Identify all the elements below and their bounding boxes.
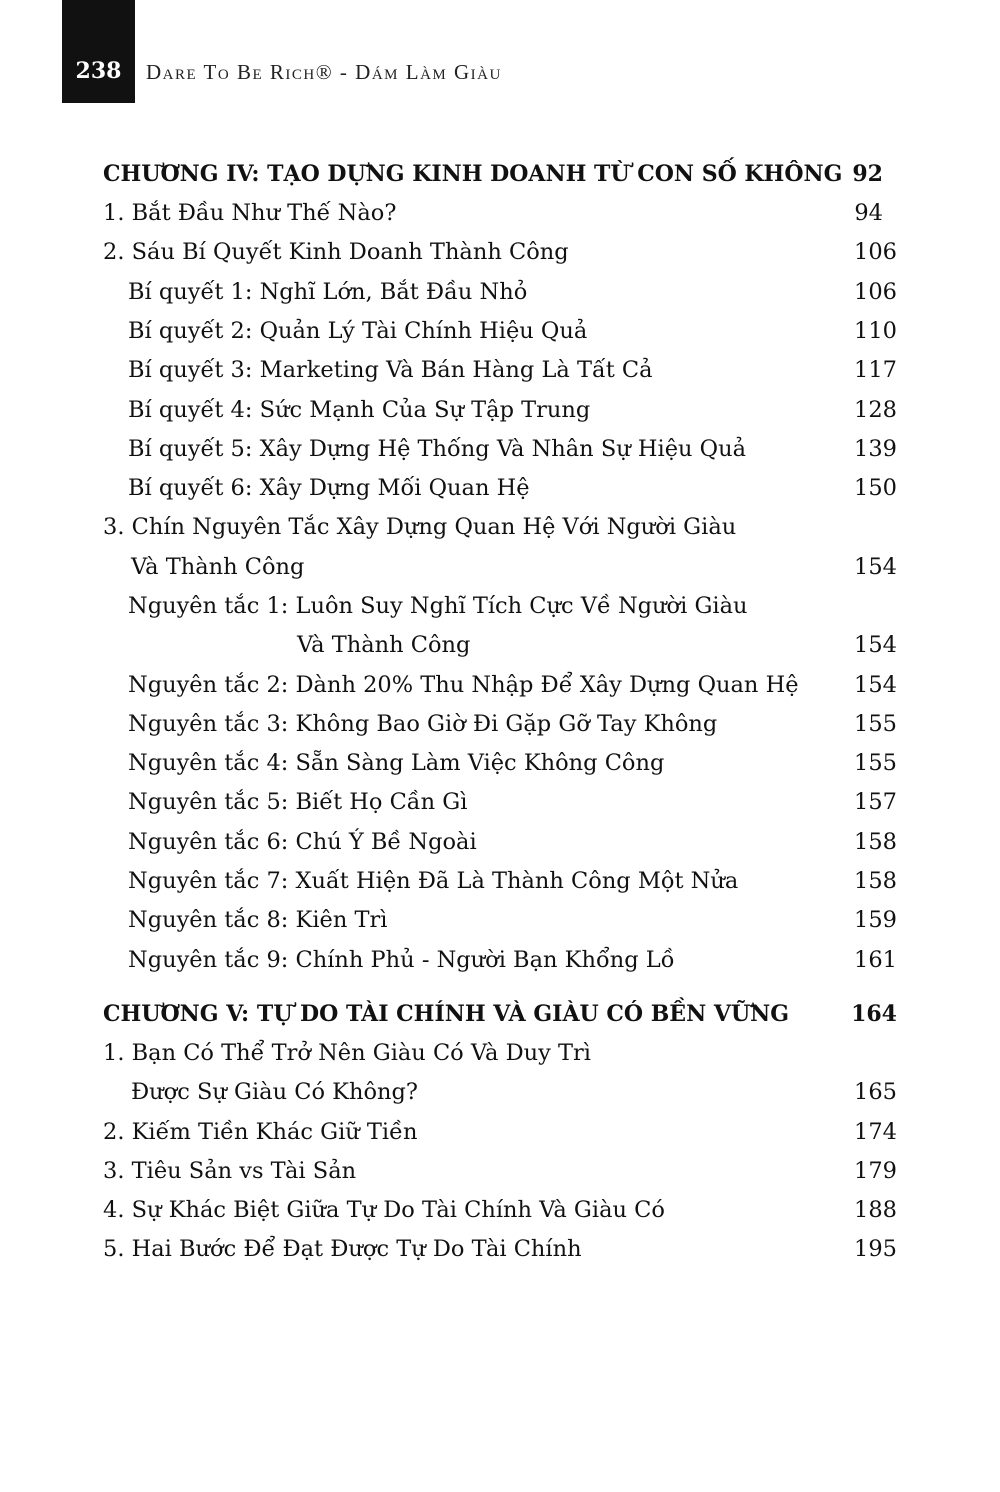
page-number-box: [62, 0, 135, 103]
toc-entry-page: 159: [854, 907, 897, 933]
toc-entry-page: 195: [854, 1236, 897, 1262]
toc-entry: [0, 901, 1000, 940]
toc-entry: [0, 312, 1000, 351]
toc-entry-page: 165: [854, 1079, 897, 1105]
toc-entry-page: 158: [854, 829, 897, 855]
toc-chapter-heading: [0, 155, 1000, 194]
toc-entry-title: Nguyên tắc 5: Biết Họ Cần Gì: [128, 789, 468, 815]
page-number: 238: [75, 58, 122, 84]
toc-entry-page: 174: [854, 1119, 897, 1145]
toc-entry: [0, 705, 1000, 744]
toc-entry-title: Bí quyết 3: Marketing Và Bán Hàng Là Tất Cả: [128, 357, 653, 383]
toc-entry: [0, 587, 1000, 626]
toc-entry-title: 2. Kiếm Tiền Khác Giữ Tiền: [103, 1119, 418, 1145]
toc-entry: [0, 233, 1000, 272]
toc-entry-title: 1. Bắt Đầu Như Thế Nào?: [103, 200, 397, 226]
toc-entry-page: 155: [854, 750, 897, 776]
toc-entry-page: 161: [854, 947, 897, 973]
toc-entry-title: Nguyên tắc 2: Dành 20% Thu Nhập Để Xây Dựng Quan Hệ: [128, 672, 799, 698]
toc-entry: [0, 1191, 1000, 1230]
toc-entry-title: Nguyên tắc 1: Luôn Suy Nghĩ Tích Cực Về Người Giàu: [128, 593, 748, 619]
toc-entry-page: 92: [852, 161, 883, 187]
toc-entry-page: 106: [854, 279, 897, 305]
toc-entry-title: CHƯƠNG IV: TẠO DỰNG KINH DOANH TỪ CON SỐ KHÔNG: [103, 161, 843, 187]
toc-entry-page: 150: [854, 475, 897, 501]
toc-entry-title: 3. Chín Nguyên Tắc Xây Dựng Quan Hệ Với Người Giàu: [103, 514, 737, 540]
toc-entry-title: 5. Hai Bước Để Đạt Được Tự Do Tài Chính: [103, 1236, 582, 1262]
toc-entry-title: Nguyên tắc 4: Sẵn Sàng Làm Việc Không Công: [128, 750, 665, 776]
toc-entry: [0, 1034, 1000, 1073]
toc-entry: [0, 783, 1000, 822]
page-header: [0, 0, 1000, 105]
toc-entry-title: Bí quyết 2: Quản Lý Tài Chính Hiệu Quả: [128, 318, 588, 344]
toc-entry: [0, 273, 1000, 312]
toc-entry-title: Được Sự Giàu Có Không?: [131, 1079, 418, 1105]
toc-entry-page: 94: [854, 200, 883, 226]
toc-entry-page: 139: [854, 436, 897, 462]
toc-entry-title: Và Thành Công: [297, 632, 471, 658]
toc-entry-page: 188: [854, 1197, 897, 1223]
toc-entry: [0, 508, 1000, 547]
toc-entry: [0, 391, 1000, 430]
toc-entry: [0, 626, 1000, 665]
toc-entry-title: 1. Bạn Có Thể Trở Nên Giàu Có Và Duy Trì: [103, 1040, 591, 1066]
toc-entry-title: Và Thành Công: [131, 554, 305, 580]
toc-entry-title: Bí quyết 6: Xây Dựng Mối Quan Hệ: [128, 475, 530, 501]
toc-entry-page: 158: [854, 868, 897, 894]
toc-entry: [0, 1113, 1000, 1152]
toc-entry-page: 154: [854, 672, 897, 698]
toc-entry-title: Bí quyết 1: Nghĩ Lớn, Bắt Đầu Nhỏ: [128, 279, 528, 305]
toc-entry-page: 106: [854, 239, 897, 265]
toc-entry-title: Nguyên tắc 6: Chú Ý Bề Ngoài: [128, 829, 477, 855]
toc-entry: [0, 823, 1000, 862]
toc-entry: [0, 430, 1000, 469]
toc-entry-page: 164: [851, 1001, 897, 1027]
running-title: Dare To Be Rich® - Dám Làm Giàu: [146, 60, 502, 84]
toc-entry: [0, 548, 1000, 587]
toc-entry-page: 154: [854, 554, 897, 580]
toc-entry-page: 157: [854, 789, 897, 815]
toc-entry: [0, 744, 1000, 783]
toc-entry: [0, 941, 1000, 980]
toc-entry-title: CHƯƠNG V: TỰ DO TÀI CHÍNH VÀ GIÀU CÓ BỀN VỮNG: [103, 1001, 789, 1027]
toc-entry: [0, 469, 1000, 508]
toc-entry: [0, 862, 1000, 901]
toc-entry: [0, 666, 1000, 705]
toc-entry-title: Nguyên tắc 7: Xuất Hiện Đã Là Thành Công Một Nửa: [128, 868, 739, 894]
toc-entry-title: Nguyên tắc 3: Không Bao Giờ Đi Gặp Gỡ Tay Không: [128, 711, 718, 737]
toc-entry: [0, 351, 1000, 390]
toc-entry-title: 3. Tiêu Sản vs Tài Sản: [103, 1158, 357, 1184]
toc-entry: [0, 1230, 1000, 1269]
toc-entry-title: 4. Sự Khác Biệt Giữa Tự Do Tài Chính Và Giàu Có: [103, 1197, 665, 1223]
toc-entry-title: 2. Sáu Bí Quyết Kinh Doanh Thành Công: [103, 239, 569, 265]
toc-entry-title: Nguyên tắc 9: Chính Phủ - Người Bạn Khổng Lồ: [128, 947, 675, 973]
toc-entry: [0, 1152, 1000, 1191]
toc-entry-page: 155: [854, 711, 897, 737]
toc-entry-page: 117: [854, 357, 897, 383]
toc-entry-page: 110: [854, 318, 897, 344]
toc-entry-page: 128: [854, 397, 897, 423]
toc-entry-page: 154: [854, 632, 897, 658]
toc-entry-title: Bí quyết 4: Sức Mạnh Của Sự Tập Trung: [128, 397, 591, 423]
toc-entry: [0, 194, 1000, 233]
toc-entry-page: 179: [854, 1158, 897, 1184]
toc-entry: [0, 1073, 1000, 1112]
toc-entry-title: Nguyên tắc 8: Kiên Trì: [128, 907, 388, 933]
toc-entry-title: Bí quyết 5: Xây Dựng Hệ Thống Và Nhân Sự Hiệu Quả: [128, 436, 747, 462]
toc-chapter-heading: [0, 995, 1000, 1034]
